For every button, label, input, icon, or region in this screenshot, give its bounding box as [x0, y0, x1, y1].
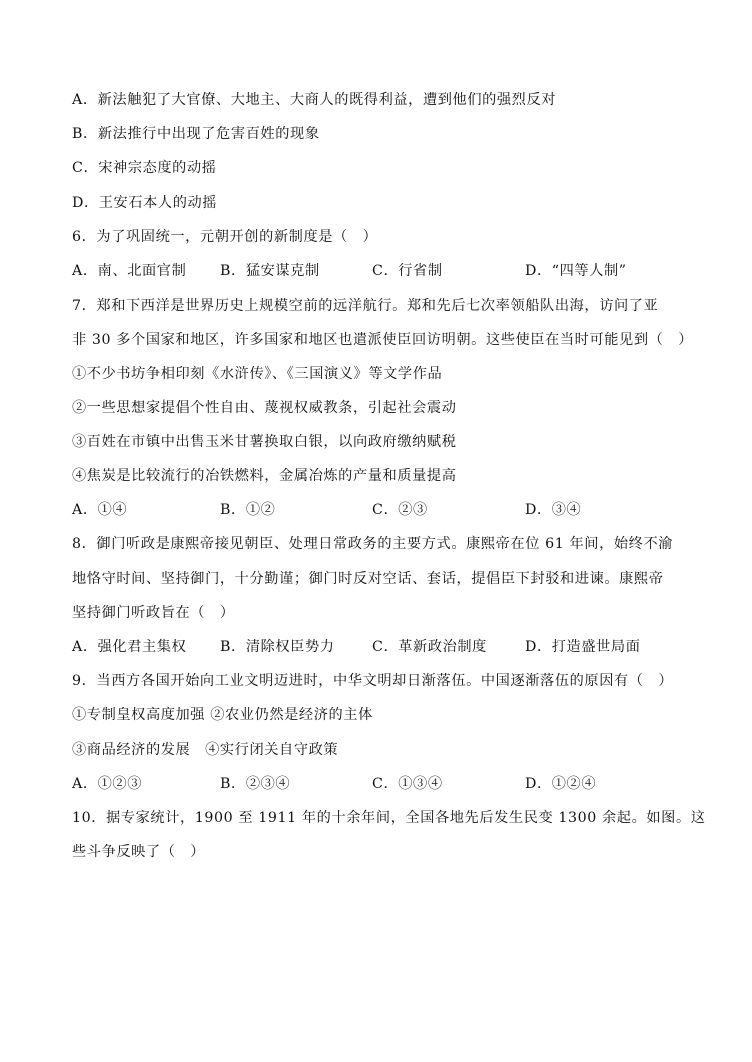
q7-option-a: A．①④ — [72, 502, 128, 518]
q7-stem-line1: 7．郑和下西洋是世界历史上规模空前的远洋航行。郑和先后七次率领船队出海，访问了亚 — [72, 298, 659, 314]
q9-option-d: D．①②④ — [525, 776, 597, 792]
q8-stem-line1: 8．御门听政是康熙帝接见朝臣、处理日常政务的主要方式。康熙帝在位 61 年间，始终不渝 — [72, 536, 674, 552]
q6-stem: 6．为了巩固统一，元朝开创的新制度是（ ） — [72, 229, 378, 245]
q5-option-d: D．王安石本人的动摇 — [72, 195, 218, 211]
q7-item-1: ①不少书坊争相印刻《水浒传》、《三国演义》等文学作品 — [72, 366, 443, 382]
q5-option-b: B．新法推行中出现了危害百姓的现象 — [72, 126, 320, 142]
q9-option-b: B．②③④ — [220, 776, 291, 792]
q6-option-a: A．南、北面官制 — [72, 263, 187, 279]
q10-stem-line2: 些斗争反映了（ ） — [72, 844, 206, 860]
q7-stem-line2: 非 30 多个国家和地区，许多国家和地区也遣派使臣回访明朝。这些使臣在当时可能见到（ ） — [72, 332, 693, 348]
q7-item-4: ④焦炭是比较流行的冶铁燃料，金属冶炼的产量和质量提高 — [72, 468, 457, 484]
q5-option-c: C．宋神宗态度的动摇 — [72, 160, 217, 176]
q7-item-3: ③百姓在市镇中出售玉米甘薯换取白银，以向政府缴纳赋税 — [72, 434, 457, 450]
q6-option-d: D．“四等人制” — [525, 263, 627, 279]
q9-option-c: C．①③④ — [372, 776, 443, 792]
q8-option-d: D．打造盛世局面 — [525, 639, 641, 655]
q8-option-a: A．强化君主集权 — [72, 639, 187, 655]
q8-stem-line2: 地恪守时间、坚持御门，十分勤谨；御门时反对空话、套话，提倡臣下封驳和进谏。康熙帝 — [72, 571, 664, 587]
q7-option-b: B．①② — [220, 502, 276, 518]
q6-option-c: C．行省制 — [372, 263, 443, 279]
q7-option-c: C．②③ — [372, 502, 428, 518]
q7-option-d: D．③④ — [525, 502, 582, 518]
q6-option-b: B．猛安谋克制 — [220, 263, 320, 279]
q9-items-line1: ①专制皇权高度加强 ②农业仍然是经济的主体 — [72, 707, 373, 723]
q5-option-a: A．新法触犯了大官僚、大地主、大商人的既得利益，遭到他们的强烈反对 — [72, 92, 557, 108]
q8-option-c: C．革新政治制度 — [372, 639, 487, 655]
q9-option-a: A．①②③ — [72, 776, 142, 792]
q10-stem-line1: 10．据专家统计，1900 至 1911 年的十余年间，全国各地先后发生民变 1300 余起。如图。这 — [72, 810, 706, 826]
q9-stem: 9．当西方各国开始向工业文明迈进时，中华文明却日渐落伍。中国逐渐落伍的原因有（ ） — [72, 673, 674, 689]
q9-items-line2: ③商品经济的发展 ④实行闭关自守政策 — [72, 742, 339, 758]
q7-item-2: ②一些思想家提倡个性自由、蔑视权威教条，引起社会震动 — [72, 400, 457, 416]
q8-option-b: B．清除权臣势力 — [220, 639, 335, 655]
q8-stem-line3: 坚持御门听政旨在（ ） — [72, 605, 235, 621]
